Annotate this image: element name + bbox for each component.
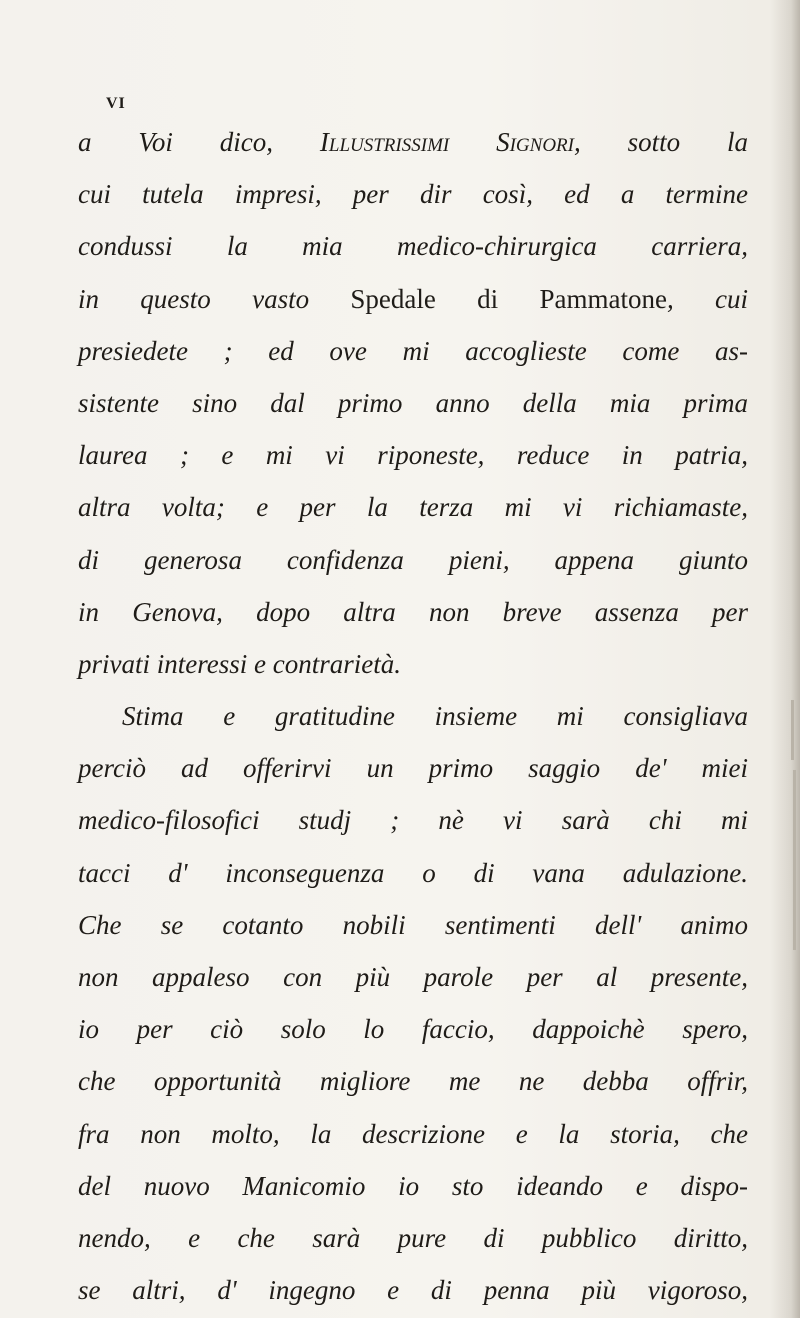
edge-mark bbox=[793, 770, 796, 950]
text-line: di generosa confidenza pieni, appena giunto bbox=[78, 544, 748, 575]
page-edge-shadow bbox=[770, 0, 800, 1318]
text-line: tacci d' inconseguenza o di vana adulazione. bbox=[78, 857, 748, 888]
text-fragment: , sotto la bbox=[573, 127, 748, 157]
page-number: VI bbox=[106, 95, 126, 112]
text-fragment: in questo vasto bbox=[78, 283, 351, 314]
text-line: Che se cotanto nobili sentimenti dell' animo bbox=[78, 909, 748, 940]
text-line: non appaleso con più parole per al presente, bbox=[78, 962, 748, 992]
text-fragment bbox=[449, 127, 496, 157]
text-line: del nuovo Manicomio io sto ideando e dispo- bbox=[78, 1170, 748, 1201]
text-line: che opportunità migliore me ne debba offrir, bbox=[78, 1066, 748, 1097]
text-line: privati interessi e contrarietà. bbox=[78, 648, 401, 679]
text-line: medico-filosofici studj ; nè vi sarà chi mi bbox=[78, 805, 748, 836]
edge-mark bbox=[791, 700, 794, 760]
text-line: laurea ; e mi vi riponeste, reduce in patria, bbox=[78, 440, 748, 471]
text-line: nendo, e che sarà pure di pubblico diritto, bbox=[78, 1222, 748, 1253]
text-line: Stima e gratitudine insieme mi consigliava bbox=[122, 701, 748, 732]
text-fragment: Signori bbox=[496, 127, 574, 157]
text-line bbox=[78, 273, 748, 325]
text-fragment: Voi bbox=[138, 127, 173, 157]
body-text bbox=[78, 116, 748, 1316]
text-fragment: dico, bbox=[172, 127, 320, 157]
text-fragment: Spedale di Pammatone bbox=[350, 283, 667, 314]
text-line: io per ciò solo lo faccio, dappoichè spero, bbox=[78, 1014, 748, 1045]
text-line: altra volta; e per la terza mi vi richiamaste, bbox=[78, 492, 748, 523]
text-fragment: , cui bbox=[666, 283, 748, 314]
text-fragment: a bbox=[78, 127, 139, 157]
text-fragment: Illustrissimi bbox=[319, 127, 450, 157]
text-line: in Genova, dopo altra non breve assenza per bbox=[78, 596, 748, 627]
text-line: presiedete ; ed ove mi accoglieste come as- bbox=[78, 335, 748, 366]
text-line: sistente sino dal primo anno della mia prima bbox=[78, 387, 748, 418]
text-line: cui tutela impresi, per dir così, ed a termine bbox=[78, 179, 748, 210]
text-line: condussi la mia medico-chirurgica carriera, bbox=[78, 231, 748, 262]
text-line: perciò ad offerirvi un primo saggio de' miei bbox=[78, 753, 748, 784]
text-line bbox=[78, 116, 748, 168]
text-line: fra non molto, la descrizione e la storia, che bbox=[78, 1118, 748, 1149]
text-line: se altri, d' ingegno e di penna più vigoroso, bbox=[78, 1275, 748, 1306]
